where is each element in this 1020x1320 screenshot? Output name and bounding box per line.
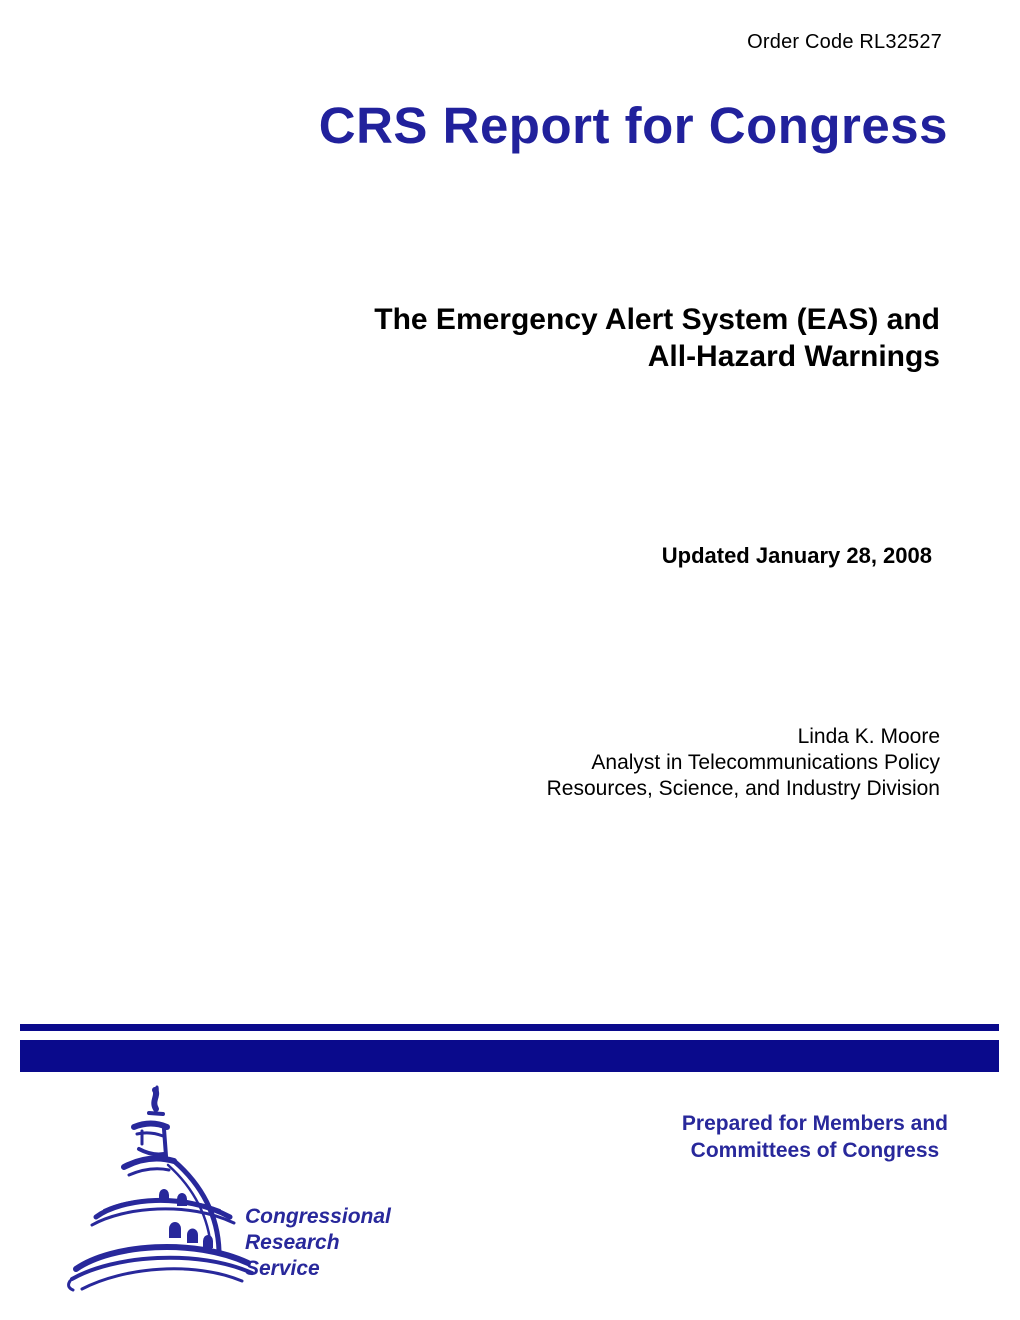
updated-date: Updated January 28, 2008 (661, 543, 932, 568)
order-code: Order Code RL32527 (747, 31, 942, 53)
author-division: Resources, Science, and Industry Division (546, 777, 940, 800)
crs-logo-wordmark (245, 1204, 391, 1282)
report-title (374, 301, 940, 375)
author-name: Linda K. Moore (797, 725, 940, 748)
prepared-line-1: Prepared for Members and (681, 1112, 948, 1135)
report-title-line-1: The Emergency Alert System (EAS) and (374, 303, 940, 336)
report-title-line-2: All-Hazard Warnings (647, 340, 940, 373)
capitol-dome-icon (62, 1082, 262, 1302)
author-role: Analyst in Telecommunications Policy (591, 751, 940, 774)
crs-logo (62, 1082, 402, 1297)
divider-bar-thin (20, 1024, 999, 1031)
crs-logo-word-3: Service (245, 1257, 320, 1280)
prepared-for-note (682, 1110, 948, 1164)
divider-bar-thick (20, 1040, 999, 1072)
author-block (547, 724, 940, 802)
crs-logo-word-2: Research (245, 1231, 340, 1254)
crs-logo-word-1: Congressional (245, 1205, 391, 1228)
crs-report-banner: CRS Report for Congress (318, 97, 948, 154)
prepared-line-2: Committees of Congress (690, 1139, 940, 1162)
